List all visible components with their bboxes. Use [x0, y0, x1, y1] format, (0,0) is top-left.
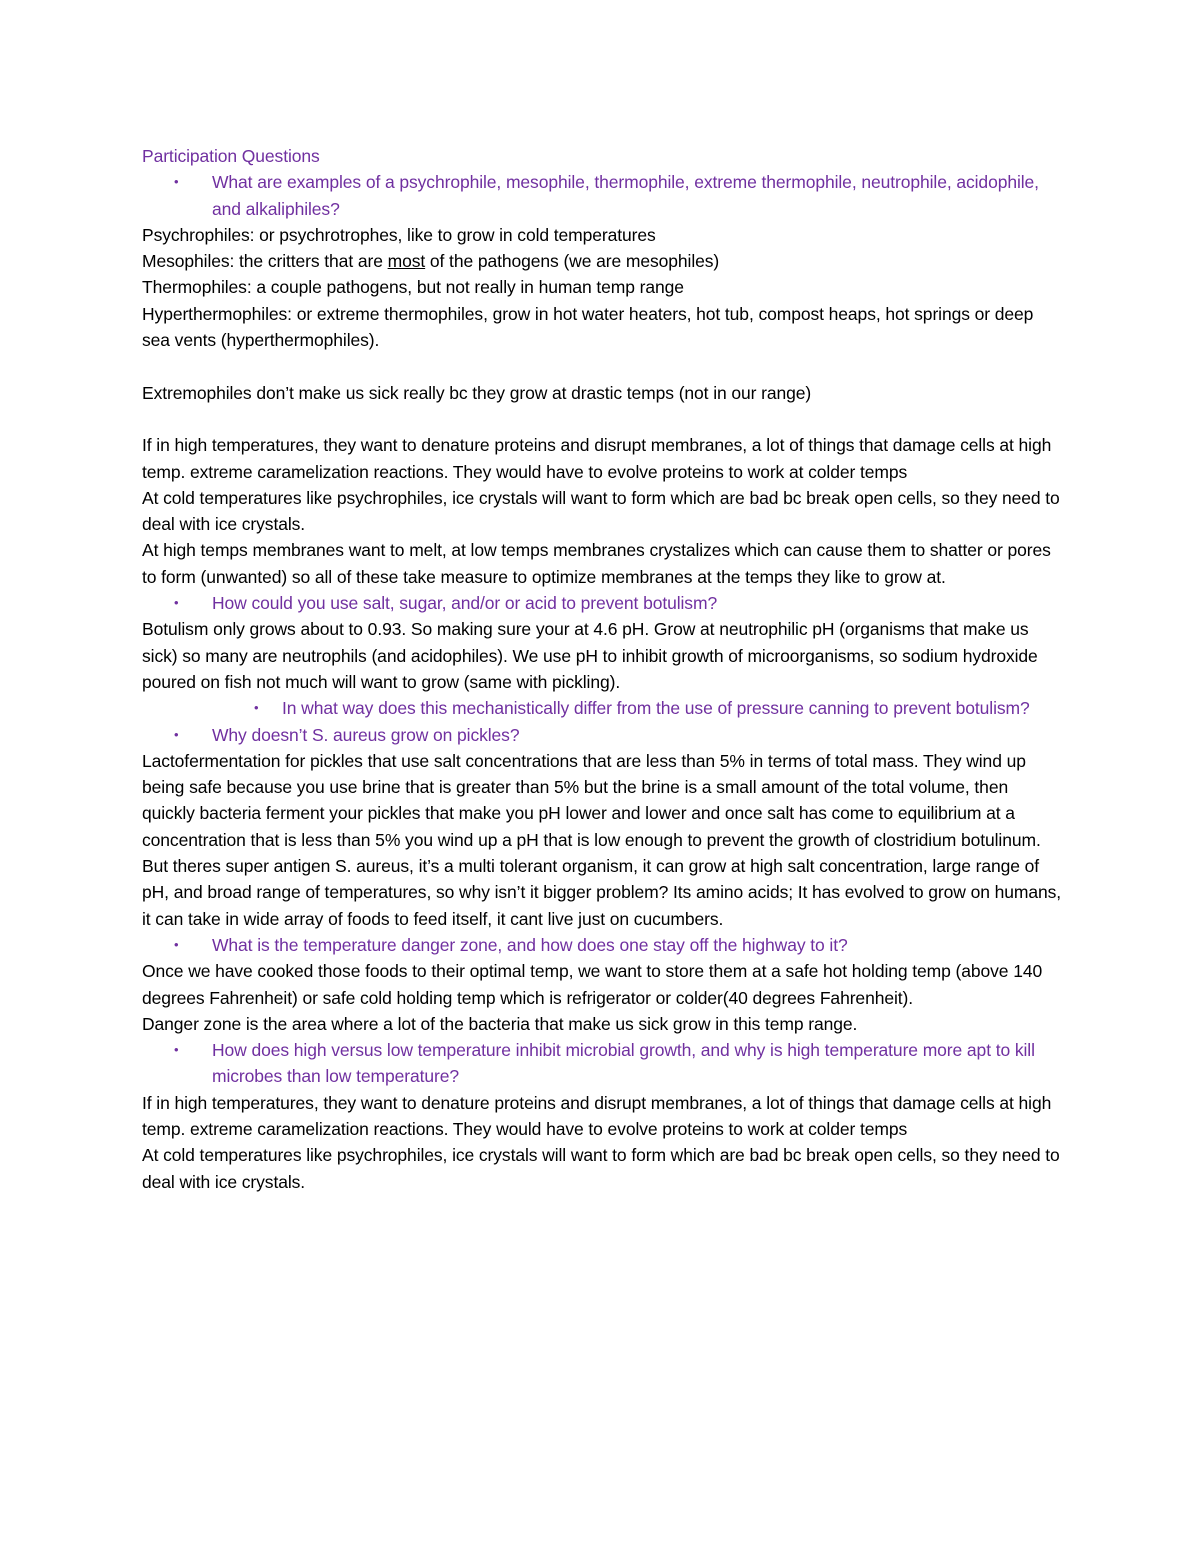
- question-2: [142, 590, 1062, 616]
- question-4-text: What is the temperature danger zone, and how does one stay off the highway to it?: [212, 934, 848, 955]
- answer-s-aureus: Lactofermentation for pickles that use salt concentrations that are less than 5% in terms of total mass. They wind up being safe because you use brine that is greater than 5% but the brine is a small amount of the total volume, then quickly bacteria ferment your pickles that make you pH lower and lower and once salt has come to equilibrium at a concentration that is less than 5% you wind up a pH that is low enough to prevent the growth of clostridium botulinum. But theres super antigen S. aureus, it’s a multi tolerant organism, it can grow at high salt concentration, large range of pH, and broad range of temperatures, so why isn’t it bigger problem? Its amino acids; It has evolved to grow on humans, it can take in wide array of foods to feed itself, it cant live just on cucumbers.: [142, 750, 1062, 929]
- answer-high-temperatures: If in high temperatures, they want to denature proteins and disrupt membranes, a lot of things that damage cells at high temp. extreme caramelization reactions. They would have to evolve proteins to work at colder temps: [142, 435, 1052, 482]
- blank-line: [142, 406, 1062, 432]
- answer-high-temperatures-2: If in high temperatures, they want to denature proteins and disrupt membranes, a lot of things that damage cells at high temp. extreme caramelization reactions. They would have to evolve proteins to work at colder temps: [142, 1092, 1052, 1139]
- blank-line: [142, 353, 1062, 379]
- bullet-icon: •: [174, 595, 179, 611]
- answer-mesophiles: [142, 248, 1062, 274]
- document-page: [142, 143, 1062, 1195]
- answer-psychrophiles: Psychrophiles: or psychrotrophes, like to grow in cold temperatures: [142, 224, 656, 245]
- question-1: [142, 169, 1062, 222]
- section-heading: Participation Questions: [142, 146, 320, 166]
- mesophiles-underlined-word: most: [387, 251, 426, 272]
- question-5-text: How does high versus low temperature inhibit microbial growth, and why is high temperature more apt to kill microbes than low temperature?: [212, 1040, 1035, 1087]
- bullet-icon: •: [174, 936, 179, 952]
- answer-thermophiles: Thermophiles: a couple pathogens, but not really in human temp range: [142, 277, 684, 298]
- question-2-sub-text: In what way does this mechanistically differ from the use of pressure canning to prevent botulism?: [282, 698, 1030, 719]
- answer-hyperthermophiles: Hyperthermophiles: or extreme thermophiles, grow in hot water heaters, hot tub, compost heaps, hot springs or deep sea vents (hyperthermophiles).: [142, 303, 1034, 351]
- question-3-text: Why doesn’t S. aureus grow on pickles?: [212, 724, 520, 745]
- answer-membranes: At high temps membranes want to melt, at low temps membranes crystalizes which can cause them to shatter or pores to form (unwanted) so all of these take measure to optimize membranes at the temps they like to grow at.: [142, 540, 1051, 587]
- answer-danger-zone: Danger zone is the area where a lot of the bacteria that make us sick grow in this temp range.: [142, 1013, 858, 1034]
- answer-holding-temps: Once we have cooked those foods to their optimal temp, we want to store them at a safe hot holding temp (above 140 degrees Fahrenheit) or safe cold holding temp which is refrigerator or colder(40 degrees Fahrenheit).: [142, 961, 1043, 1008]
- question-1-text: What are examples of a psychrophile, mesophile, thermophile, extreme thermophile, neutrophile, acidophile, and alkaliphiles?: [212, 172, 1039, 219]
- bullet-icon: •: [174, 174, 179, 190]
- question-4: [142, 932, 1062, 958]
- answer-extremophiles: Extremophiles don’t make us sick really bc they grow at drastic temps (not in our range): [142, 382, 812, 403]
- question-3: [142, 722, 1062, 748]
- answer-cold-temperatures: At cold temperatures like psychrophiles, ice crystals will want to form which are bad bc break open cells, so they need to deal with ice crystals.: [142, 487, 1060, 535]
- mesophiles-text-end: of the pathogens (we are mesophiles): [425, 251, 720, 272]
- answer-cold-temperatures-2: At cold temperatures like psychrophiles, ice crystals will want to form which are bad bc break open cells, so they need to deal with ice crystals.: [142, 1145, 1060, 1192]
- mesophiles-text-start: Mesophiles: the critters that are: [142, 251, 388, 272]
- bullet-icon: •: [174, 1042, 179, 1058]
- question-5: [142, 1037, 1062, 1090]
- bullet-icon: •: [254, 700, 259, 716]
- question-2-text: How could you use salt, sugar, and/or or acid to prevent botulism?: [212, 593, 718, 614]
- answer-botulism: Botulism only grows about to 0.93. So making sure your at 4.6 pH. Grow at neutrophilic pH (organisms that make us sick) so many are neutrophils (and acidophiles). We use pH to inhibit growth of microorganisms, so sodium hydroxide poured on fish not much will want to grow (same with pickling).: [142, 619, 1038, 692]
- bullet-icon: •: [174, 726, 179, 742]
- question-2-sub: [142, 695, 1062, 721]
